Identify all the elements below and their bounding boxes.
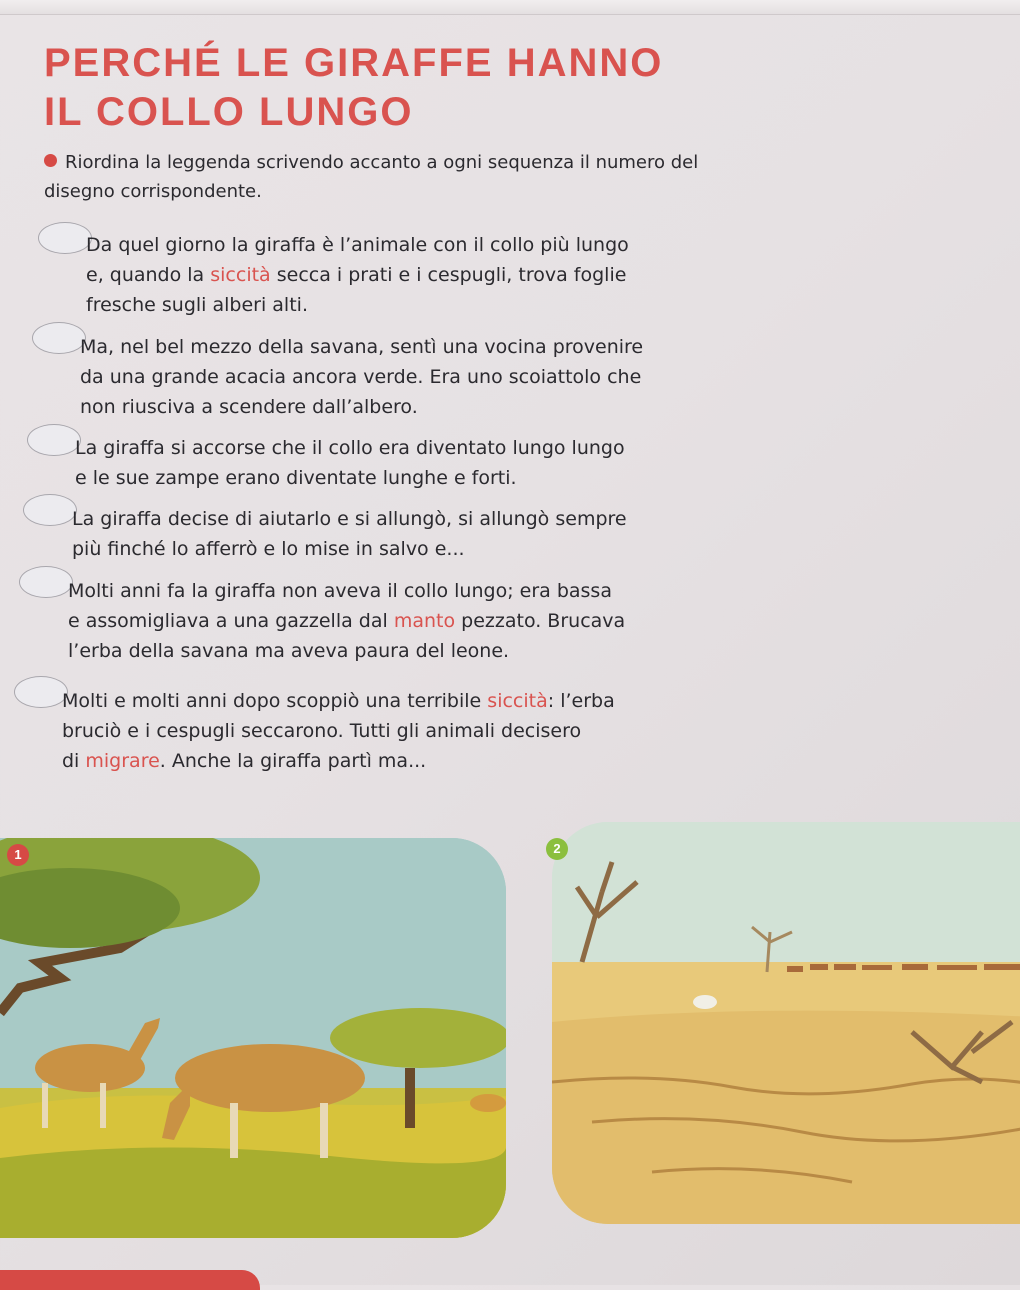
seq6-text-d: . Anche la giraffa partì ma... — [159, 750, 427, 772]
seq6-line2: bruciò e i cespugli seccarono. Tutti gli animali decisero — [62, 720, 582, 742]
seq4-line2: più finché lo afferrò e lo mise in salvo e... — [72, 538, 465, 560]
seq2-line1: Ma, nel bel mezzo della savana, sentì una vocina provenire — [80, 336, 644, 358]
seq6-text-c: di — [62, 750, 86, 772]
picture-2-number: 2 — [546, 838, 568, 860]
page-top-edge — [0, 0, 1020, 15]
seq1-highlight: siccità — [210, 264, 271, 286]
sequence-6-text — [62, 686, 762, 776]
seq2-line2: da una grande acacia ancora verde. Era uno scoiattolo che — [80, 366, 642, 388]
title-line-1: PERCHÉ LE GIRAFFE HANNO — [44, 41, 664, 85]
seq1-line1: Da quel giorno la giraffa è l’animale con il collo più lungo — [86, 234, 629, 256]
seq6-text-b: : l’erba — [547, 690, 615, 712]
seq6-highlight-1: siccità — [487, 690, 548, 712]
seq1-text-b: secca i prati e i cespugli, trova foglie — [270, 264, 627, 286]
sequence-1-text — [86, 230, 786, 320]
picture-1-number: 1 — [7, 844, 29, 866]
picture-2-drought — [552, 822, 1020, 1224]
seq1-text-a: e, quando la — [86, 264, 211, 286]
sequence-3-text — [75, 433, 775, 493]
seq5-line2 — [68, 606, 768, 636]
instruction — [44, 148, 764, 206]
seq4-line1: La giraffa decise di aiutarlo e si allungò, si allungò sempre — [72, 508, 627, 530]
seq5-line3: l’erba della savana ma aveva paura del leone. — [68, 640, 510, 662]
seq5-highlight: manto — [393, 610, 456, 632]
savanna-illustration — [0, 838, 506, 1238]
seq1-line2 — [86, 260, 786, 290]
answer-circle-5[interactable] — [19, 566, 73, 598]
seq6-highlight-2: migrare — [85, 750, 160, 772]
sequence-4-text — [72, 504, 772, 564]
instruction-text: Riordina la leggenda scrivendo accanto a ogni sequenza il numero del disegno corrispondente. — [44, 152, 699, 202]
answer-circle-6[interactable] — [14, 676, 68, 708]
sequence-2-text — [80, 332, 780, 422]
drought-illustration — [552, 822, 1020, 1224]
picture-1-savanna — [0, 838, 506, 1238]
seq1-line3: fresche sugli alberi alti. — [86, 294, 308, 316]
seq2-line3: non riusciva a scendere dall’albero. — [80, 396, 418, 418]
seq3-line2: e le sue zampe erano diventate lunghe e forti. — [75, 467, 517, 489]
title-line-2: IL COLLO LUNGO — [44, 90, 414, 134]
answer-circle-2[interactable] — [32, 322, 86, 354]
seq6-line3 — [62, 746, 762, 776]
sequence-5-text — [68, 576, 768, 666]
answer-circle-3[interactable] — [27, 424, 81, 456]
seq3-line1: La giraffa si accorse che il collo era diventato lungo lungo — [75, 437, 625, 459]
seq6-text-a: Molti e molti anni dopo scoppiò una terribile — [62, 690, 488, 712]
answer-circle-1[interactable] — [38, 222, 92, 254]
bullet-icon — [44, 154, 57, 167]
answer-circle-4[interactable] — [23, 494, 77, 526]
seq5-text-b: pezzato. Brucava — [455, 610, 626, 632]
bottom-strip — [0, 1270, 260, 1290]
seq5-text-a: e assomigliava a una gazzella dal — [68, 610, 394, 632]
seq6-line1 — [62, 686, 762, 716]
seq5-line1: Molti anni fa la giraffa non aveva il collo lungo; era bassa — [68, 580, 612, 602]
